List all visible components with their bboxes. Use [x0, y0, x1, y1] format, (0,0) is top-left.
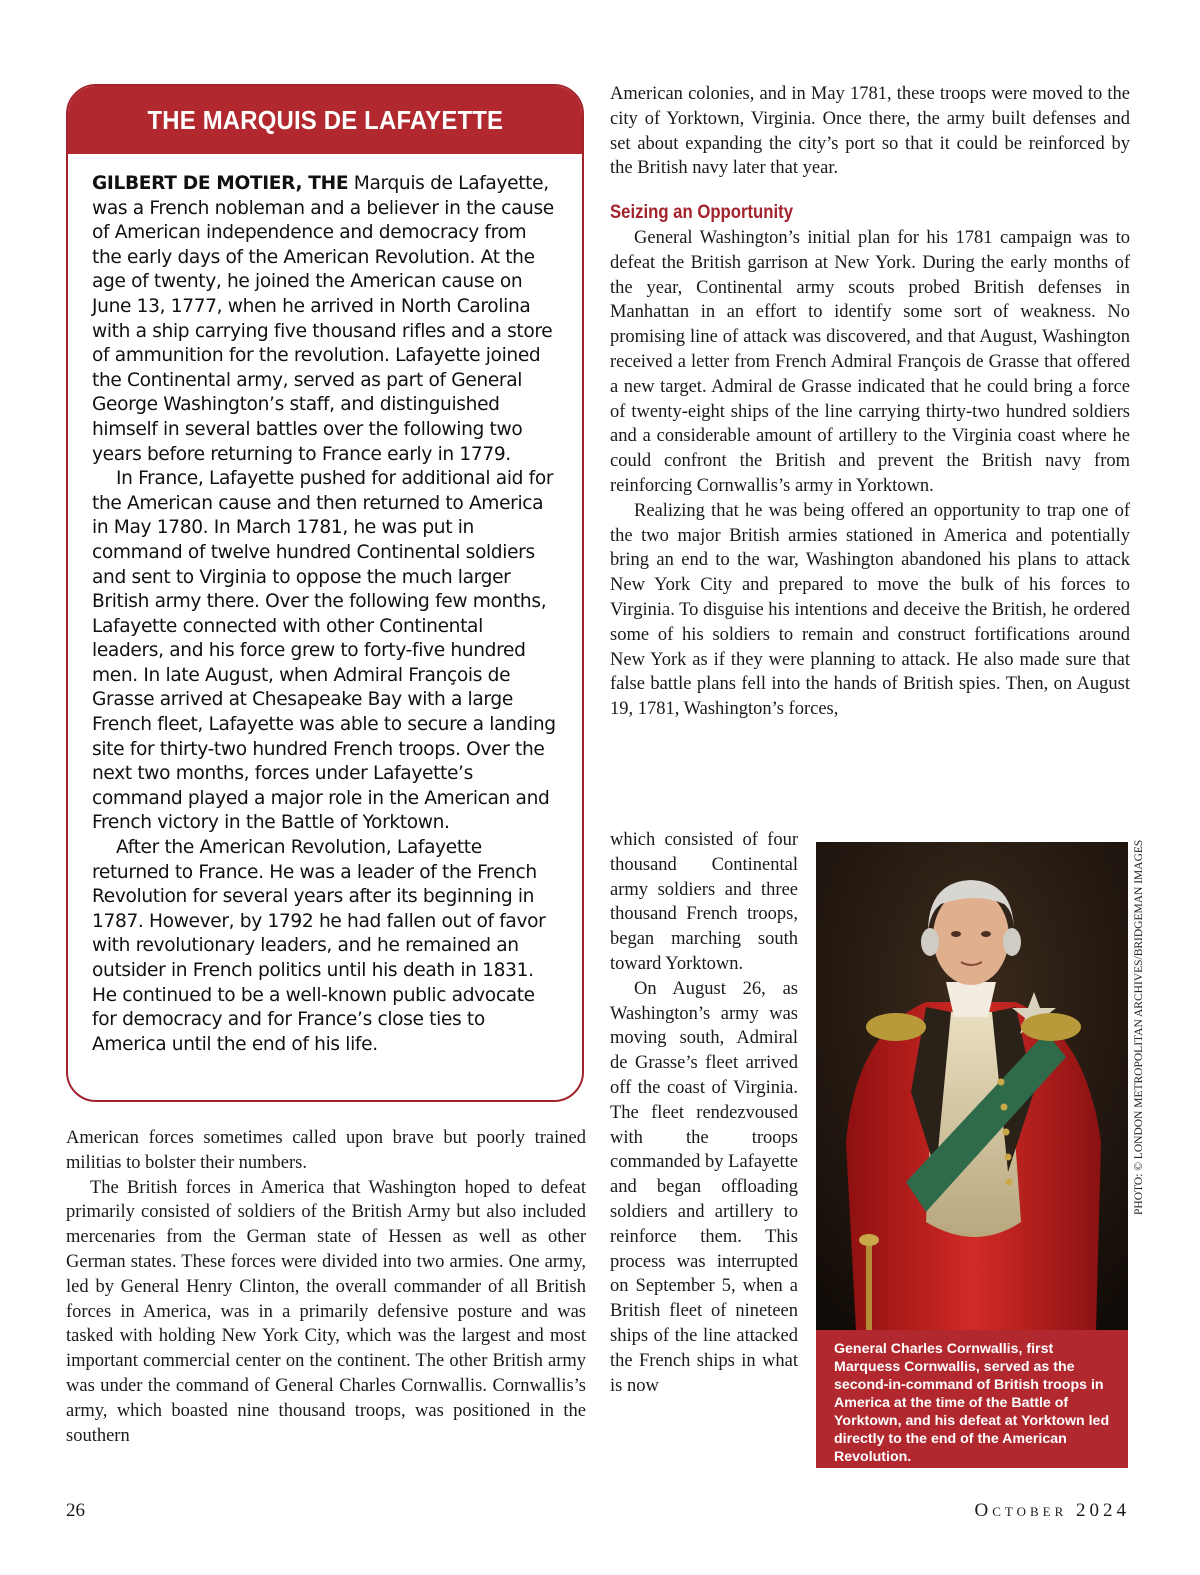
caption-box — [816, 1330, 1128, 1468]
body-paragraph: American colonies, and in May 1781, these troops were moved to the city of Yorktown, Virginia. Once there, the army built defenses and set about expanding the city’s port so that it could be reinforced by the British navy later that year. — [610, 84, 1130, 179]
sidebar-title: THE MARQUIS DE LAFAYETTE — [147, 104, 503, 135]
sidebar-lead-in: GILBERT DE MOTIER, THE — [92, 173, 349, 194]
photo-credit — [1133, 839, 1147, 1215]
body-paragraph: American forces sometimes called upon brave but poorly trained militias to bolster their numbers. — [66, 1128, 586, 1173]
page-number: 26 — [66, 1500, 85, 1521]
right-column — [610, 82, 1130, 722]
sidebar-body — [68, 154, 582, 1057]
sidebar-paragraph: In France, Lafayette pushed for additional aid for the American cause and then returned to America in May 1780. In March 1781, he was put in command of twelve hundred Continental soldiers and sent to Virginia to oppose the much larger British army there. Over the following few months, Lafayette connected with other Continental leaders, and his force grew to forty-five hundred men. In late August, when Admiral François de Grasse arrived at Chesapeake Bay with a large French fleet, Lafayette was able to secure a landing site for thirty-two hundred French troops. Over the next two months, forces under Lafayette’s command played a major role in the American and French victory in the Battle of Yorktown. — [92, 468, 556, 834]
sidebar-box — [66, 84, 584, 1102]
issue-date: October 2024 — [974, 1500, 1130, 1521]
sidebar-header — [68, 86, 582, 154]
sidebar-paragraph: After the American Revolution, Lafayette returned to France. He was a leader of the French Revolution for several years after its beginning in 1787. However, by 1792 he had fallen out of favor with revolutionary leaders, and he remained an outsider in French politics until his death in 1831. He continued to be a well-known public advocate for democracy and for France’s close ties to America until the end of his life. — [92, 837, 546, 1055]
cornwallis-portrait-image — [816, 842, 1128, 1330]
left-column — [66, 1126, 586, 1448]
figure-caption: General Charles Cornwallis, first Marquess Cornwallis, served as the second-in-command of British troops in America at the time of the Battle of Yorktown, and his defeat at Yorktown led directly to the end of the American Revolution. — [834, 1341, 1110, 1465]
sidebar-paragraph-text: Marquis de Lafayette, was a French nobleman and a believer in the cause of American independence and democracy from the early days of the American Revolution. At the age of twenty, he joined the American cause on June 13, 1777, when he arrived in North Carolina with a ship carrying five thousand rifles and a store of ammunition for the revolution. Lafayette joined the Continental army, served as part of General George Washington’s staff, and distinguished himself in several battles over the following two years before returning to France early in 1779. — [92, 173, 554, 465]
portrait-figure — [816, 842, 1128, 1468]
sidebar-paragraph — [92, 172, 558, 467]
body-paragraph: The British forces in America that Washington hoped to defeat primarily consisted of soldiers of the British Army but also included mercenaries from the German state of Hessen as well as other German states. These forces were divided into two armies. One army, led by General Henry Clinton, the overall commander of all British forces in America, was in a primarily defensive posture and was tasked with holding New York City, which was the largest and most important commercial center on the continent. The other British army was under the command of General Charles Cornwallis. Cornwallis’s army, which boasted nine thousand troops, was positioned in the southern — [66, 1177, 586, 1446]
right-column-narrow — [610, 828, 798, 1398]
body-paragraph: General Washington’s initial plan for his 1781 campaign was to defeat the British garrison at New York. During the early months of the year, Continental army scouts probed British defenses in Manhattan in an effort to identify some sort of weakness. No promising line of attack was discovered, and that August, Washington received a letter from French Admiral François de Grasse that offered a new target. Admiral de Grasse indicated that he could bring a force of twenty-eight ships of the line carrying thirty-two hundred soldiers and a considerable amount of artillery to the Virginia coast where he could confront the British and prevent the British navy from reinforcing Cornwallis’s army in Yorktown. — [610, 227, 1130, 496]
body-paragraph: Realizing that he was being offered an opportunity to trap one of the two major British armies stationed in America and potentially bring an end to the war, Washington abandoned his plans to attack New York City and prepared to move the bulk of his forces to Virginia. To disguise his intentions and deceive the British, he ordered some of his soldiers to remain and construct fortifications around New York as if they were planning to attack. He also made sure that false battle plans fell into the hands of British spies. Then, on August 19, 1781, Washington’s forces, — [610, 500, 1130, 720]
photo-credit-text: PHOTO: © LONDON METROPOLITAN ARCHIVES/BRIDGEMAN IMAGES — [1133, 839, 1145, 1215]
section-heading: Seizing an Opportunity — [610, 202, 793, 224]
body-paragraph: On August 26, as Washington’s army was moving south, Admiral de Grasse’s fleet arrived off the coast of Virginia. The fleet rendezvoused with the troops commanded by Lafayette and began offloading soldiers and artillery to reinforce them. This process was interrupted on September 5, when a British fleet of nineteen ships of the line attacked the French ships in what is now — [610, 978, 798, 1396]
body-paragraph: which consisted of four thousand Continental army soldiers and three thousand French troops, began marching south toward Yorktown. — [610, 830, 798, 974]
